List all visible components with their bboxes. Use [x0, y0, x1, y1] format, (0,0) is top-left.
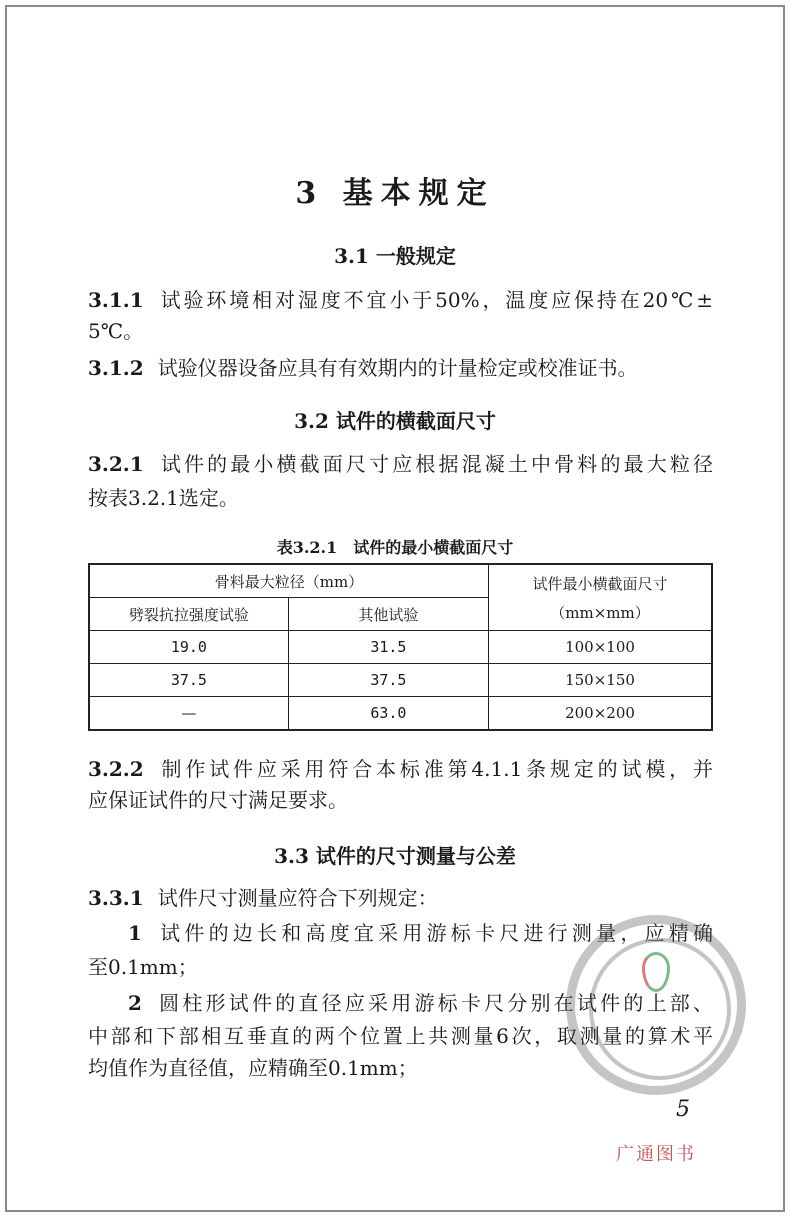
section-heading-3-3: 3.3 试件的尺寸测量与公差 — [274, 844, 516, 868]
clause-3-1-1 — [88, 288, 713, 312]
header-other-tests: 其他试验 — [288, 598, 488, 631]
clause-number: 3.3.1 — [88, 886, 144, 910]
watermark-text: 广通图书 — [616, 1144, 696, 1165]
table-cell: 100×100 — [489, 631, 712, 664]
clause-text: 试验仪器设备应具有有效期内的计量检定或校准证书。 — [157, 356, 638, 380]
min-cross-section-table — [88, 563, 713, 731]
table-row — [89, 664, 712, 697]
table-row — [89, 631, 712, 664]
table-cell: 19.0 — [89, 631, 288, 664]
header-group-aggregate-size: 骨料最大粒径（mm） — [89, 564, 489, 598]
header-splitting-test: 劈裂抗拉强度试验 — [89, 598, 288, 631]
clause-text: 制作试件应采用符合本标准第4.1.1条规定的试模，并 — [157, 757, 713, 781]
clause-text: 试件的最小横截面尺寸应根据混凝土中骨料的最大粒径 — [157, 452, 713, 476]
clause-number: 3.1.2 — [88, 356, 144, 380]
item-text: 圆柱形试件的直径应采用游标卡尺分别在试件的上部、 — [155, 991, 713, 1015]
table-cell: 200×200 — [489, 697, 712, 731]
clause-3-1-1-cont: 5℃。 — [88, 319, 144, 343]
header-text: 试件最小横截面尺寸 — [532, 574, 668, 593]
clause-3-3-1 — [88, 886, 713, 910]
clause-number: 3.2.2 — [88, 757, 144, 781]
table-cell: 150×150 — [489, 664, 712, 697]
table-cell: 63.0 — [288, 697, 488, 731]
page-number: 5 — [676, 1097, 690, 1122]
item-number: 1 — [128, 921, 142, 945]
clause-number: 3.1.1 — [88, 288, 144, 312]
item-1 — [128, 921, 713, 945]
clause-3-2-2 — [88, 757, 713, 781]
clause-3-2-2-cont: 应保证试件的尺寸满足要求。 — [88, 788, 348, 812]
clause-3-1-2 — [88, 356, 713, 380]
section-heading-3-1: 3.1 一般规定 — [334, 244, 456, 268]
item-2-cont1: 中部和下部相互垂直的两个位置上共测量6次，取测量的算术平 — [88, 1024, 713, 1048]
item-text: 试件的边长和高度宜采用游标卡尺进行测量，应精确 — [155, 921, 713, 945]
header-min-section — [489, 564, 712, 631]
clause-text: 试验环境相对湿度不宜小于50%，温度应保持在20℃± — [157, 288, 713, 312]
table-cell: 31.5 — [288, 631, 488, 664]
table-cell: 37.5 — [89, 664, 288, 697]
clause-3-2-1-cont: 按表3.2.1选定。 — [88, 486, 239, 510]
table-cell: — — [89, 697, 288, 731]
table-caption: 表3.2.1 试件的最小横截面尺寸 — [276, 538, 514, 557]
table-row — [89, 697, 712, 731]
clause-3-2-1 — [88, 452, 713, 476]
item-1-cont: 至0.1mm； — [88, 955, 198, 979]
clause-text: 试件尺寸测量应符合下列规定： — [157, 886, 438, 910]
table-cell: 37.5 — [288, 664, 488, 697]
header-unit: （mm×mm） — [550, 603, 650, 622]
chapter-title: 3 基本规定 — [295, 176, 495, 211]
item-2 — [128, 991, 713, 1015]
section-heading-3-2: 3.2 试件的横截面尺寸 — [294, 409, 496, 433]
item-number: 2 — [128, 991, 142, 1015]
item-2-cont2: 均值作为直径值，应精确至0.1mm； — [88, 1056, 418, 1080]
clause-number: 3.2.1 — [88, 452, 144, 476]
